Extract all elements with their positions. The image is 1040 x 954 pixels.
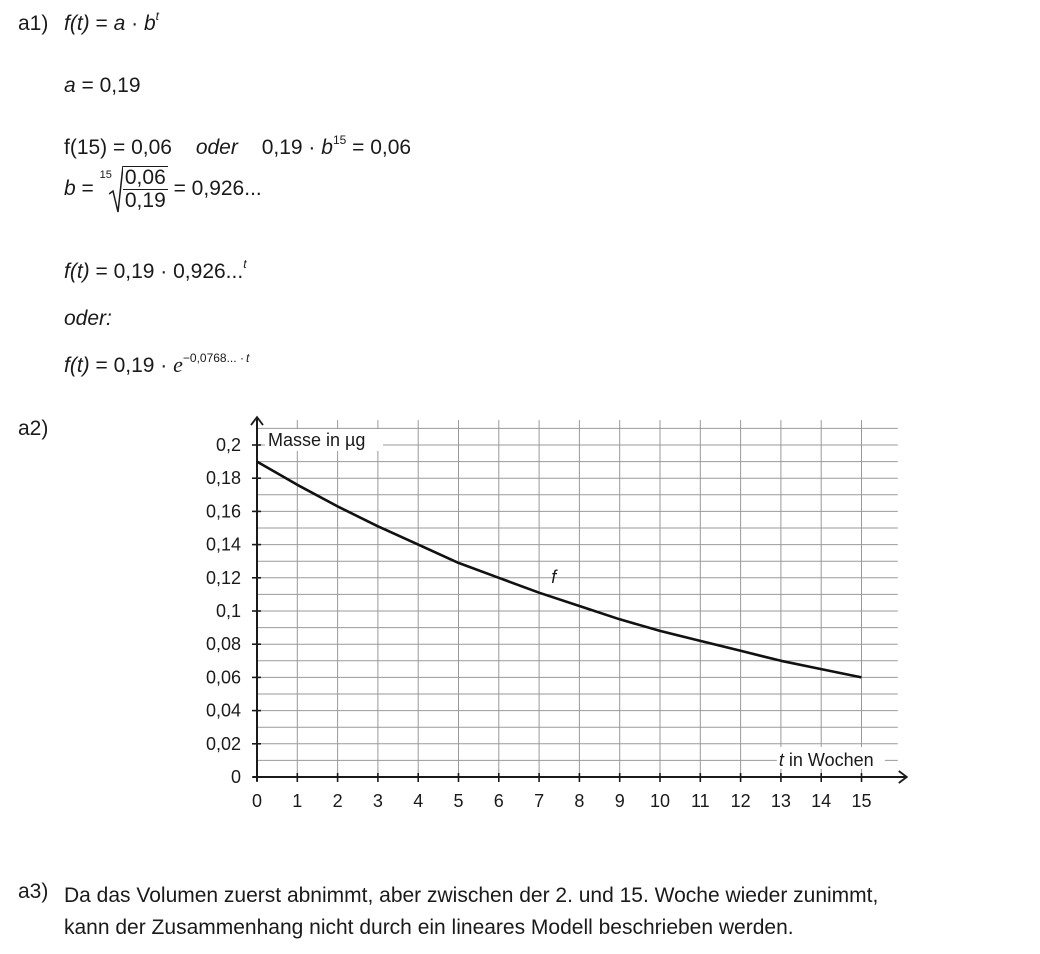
condition-oder: oder <box>195 136 238 159</box>
chart-curve <box>257 462 862 678</box>
curve-label-f: f <box>551 566 557 587</box>
f2-lhs: f(t) <box>64 354 90 377</box>
x-tick-label: 7 <box>534 791 545 811</box>
y-tick-label: 0,16 <box>205 501 241 522</box>
a3-line-2: kann der Zusammenhang nicht durch ein lineares Modell beschrieben werden. <box>64 916 794 939</box>
x-tick-label: 12 <box>730 791 751 811</box>
x-tick-label: 10 <box>649 791 671 811</box>
a-var: a <box>64 74 76 97</box>
condition-rhs-pre: 0,19 · <box>261 136 322 159</box>
x-tick-label: 9 <box>614 791 625 811</box>
f2-exponent-t: t <box>245 351 250 365</box>
b-denominator: 0,19 <box>124 188 166 212</box>
y-tick-label: 0,2 <box>215 435 241 455</box>
chart-labels <box>265 429 885 770</box>
section-label-a2: a2) <box>18 417 49 440</box>
condition-rhs-exp: 15 <box>332 133 347 147</box>
y-tick-label: 0,08 <box>205 634 241 655</box>
y-tick-label: 0,06 <box>205 667 241 688</box>
y-tick-label: 0 <box>230 767 241 787</box>
condition-rhs-post: = 0,06 <box>346 136 412 159</box>
x-tick-label: 15 <box>851 791 872 811</box>
y-tick-label: 0,12 <box>205 567 241 588</box>
model-lhs: f(t) <box>64 12 90 35</box>
f1-rhs: = 0,19 · 0,926... <box>89 260 244 283</box>
y-tick-label: 0,1 <box>215 601 241 621</box>
y-tick-label: 0,04 <box>205 700 241 721</box>
f2-rhs: = 0,19 · <box>89 354 174 377</box>
x-tick-label: 6 <box>493 791 504 811</box>
x-tick-label: 1 <box>292 791 303 811</box>
b-result: = 0,926... <box>167 177 262 200</box>
x-tick-label: 11 <box>690 791 710 811</box>
model-equation: $f(t) = a \cdot b^t$ <box>64 9 159 35</box>
condition-rhs-b: b <box>321 136 333 159</box>
condition-lhs: f(15) = 0,06 <box>64 136 172 159</box>
y-axis-label: Masse in µg <box>268 430 366 450</box>
f1-exponent: t <box>243 257 247 271</box>
b-numerator: 0,06 <box>124 165 166 189</box>
x-tick-label: 8 <box>574 791 585 811</box>
a3-answer <box>64 880 878 944</box>
x-tick-label: 5 <box>453 791 464 811</box>
b-var: b <box>64 177 76 200</box>
y-tick-label: 0,02 <box>205 733 241 754</box>
oder-label: oder: <box>64 307 112 330</box>
b-eq: = <box>75 177 100 200</box>
f2-exponent: −0,0768... · <box>182 351 244 365</box>
x-tick-label: 3 <box>372 791 383 811</box>
chart-grid <box>257 420 898 777</box>
root-index: 15 <box>99 169 112 181</box>
section-label-a3: a3) <box>18 880 49 903</box>
y-tick-label: 0,14 <box>205 534 241 555</box>
a3-line-1: Da das Volumen zuerst abnimmt, aber zwischen der 2. und 15. Woche wieder zunimmt, <box>64 884 879 907</box>
x-tick-label: 0 <box>251 791 263 811</box>
model-a: a <box>113 12 126 35</box>
x-tick-label: 13 <box>770 791 791 811</box>
a-value: = 0,19 <box>75 74 141 97</box>
curve-f <box>257 462 862 678</box>
chart-axes <box>251 417 907 783</box>
f2-e: e <box>173 352 183 377</box>
x-tick-label: 4 <box>413 791 424 811</box>
section-label-a1: a1) <box>18 12 49 35</box>
f1-lhs: f(t) <box>64 260 90 283</box>
model-b: b <box>143 12 156 35</box>
model-exponent: t <box>155 9 159 23</box>
y-tick-label: 0,18 <box>205 468 241 489</box>
x-tick-label: 2 <box>332 791 343 811</box>
x-axis-label: t in Wochen <box>778 750 874 770</box>
x-tick-label: 14 <box>811 791 832 811</box>
